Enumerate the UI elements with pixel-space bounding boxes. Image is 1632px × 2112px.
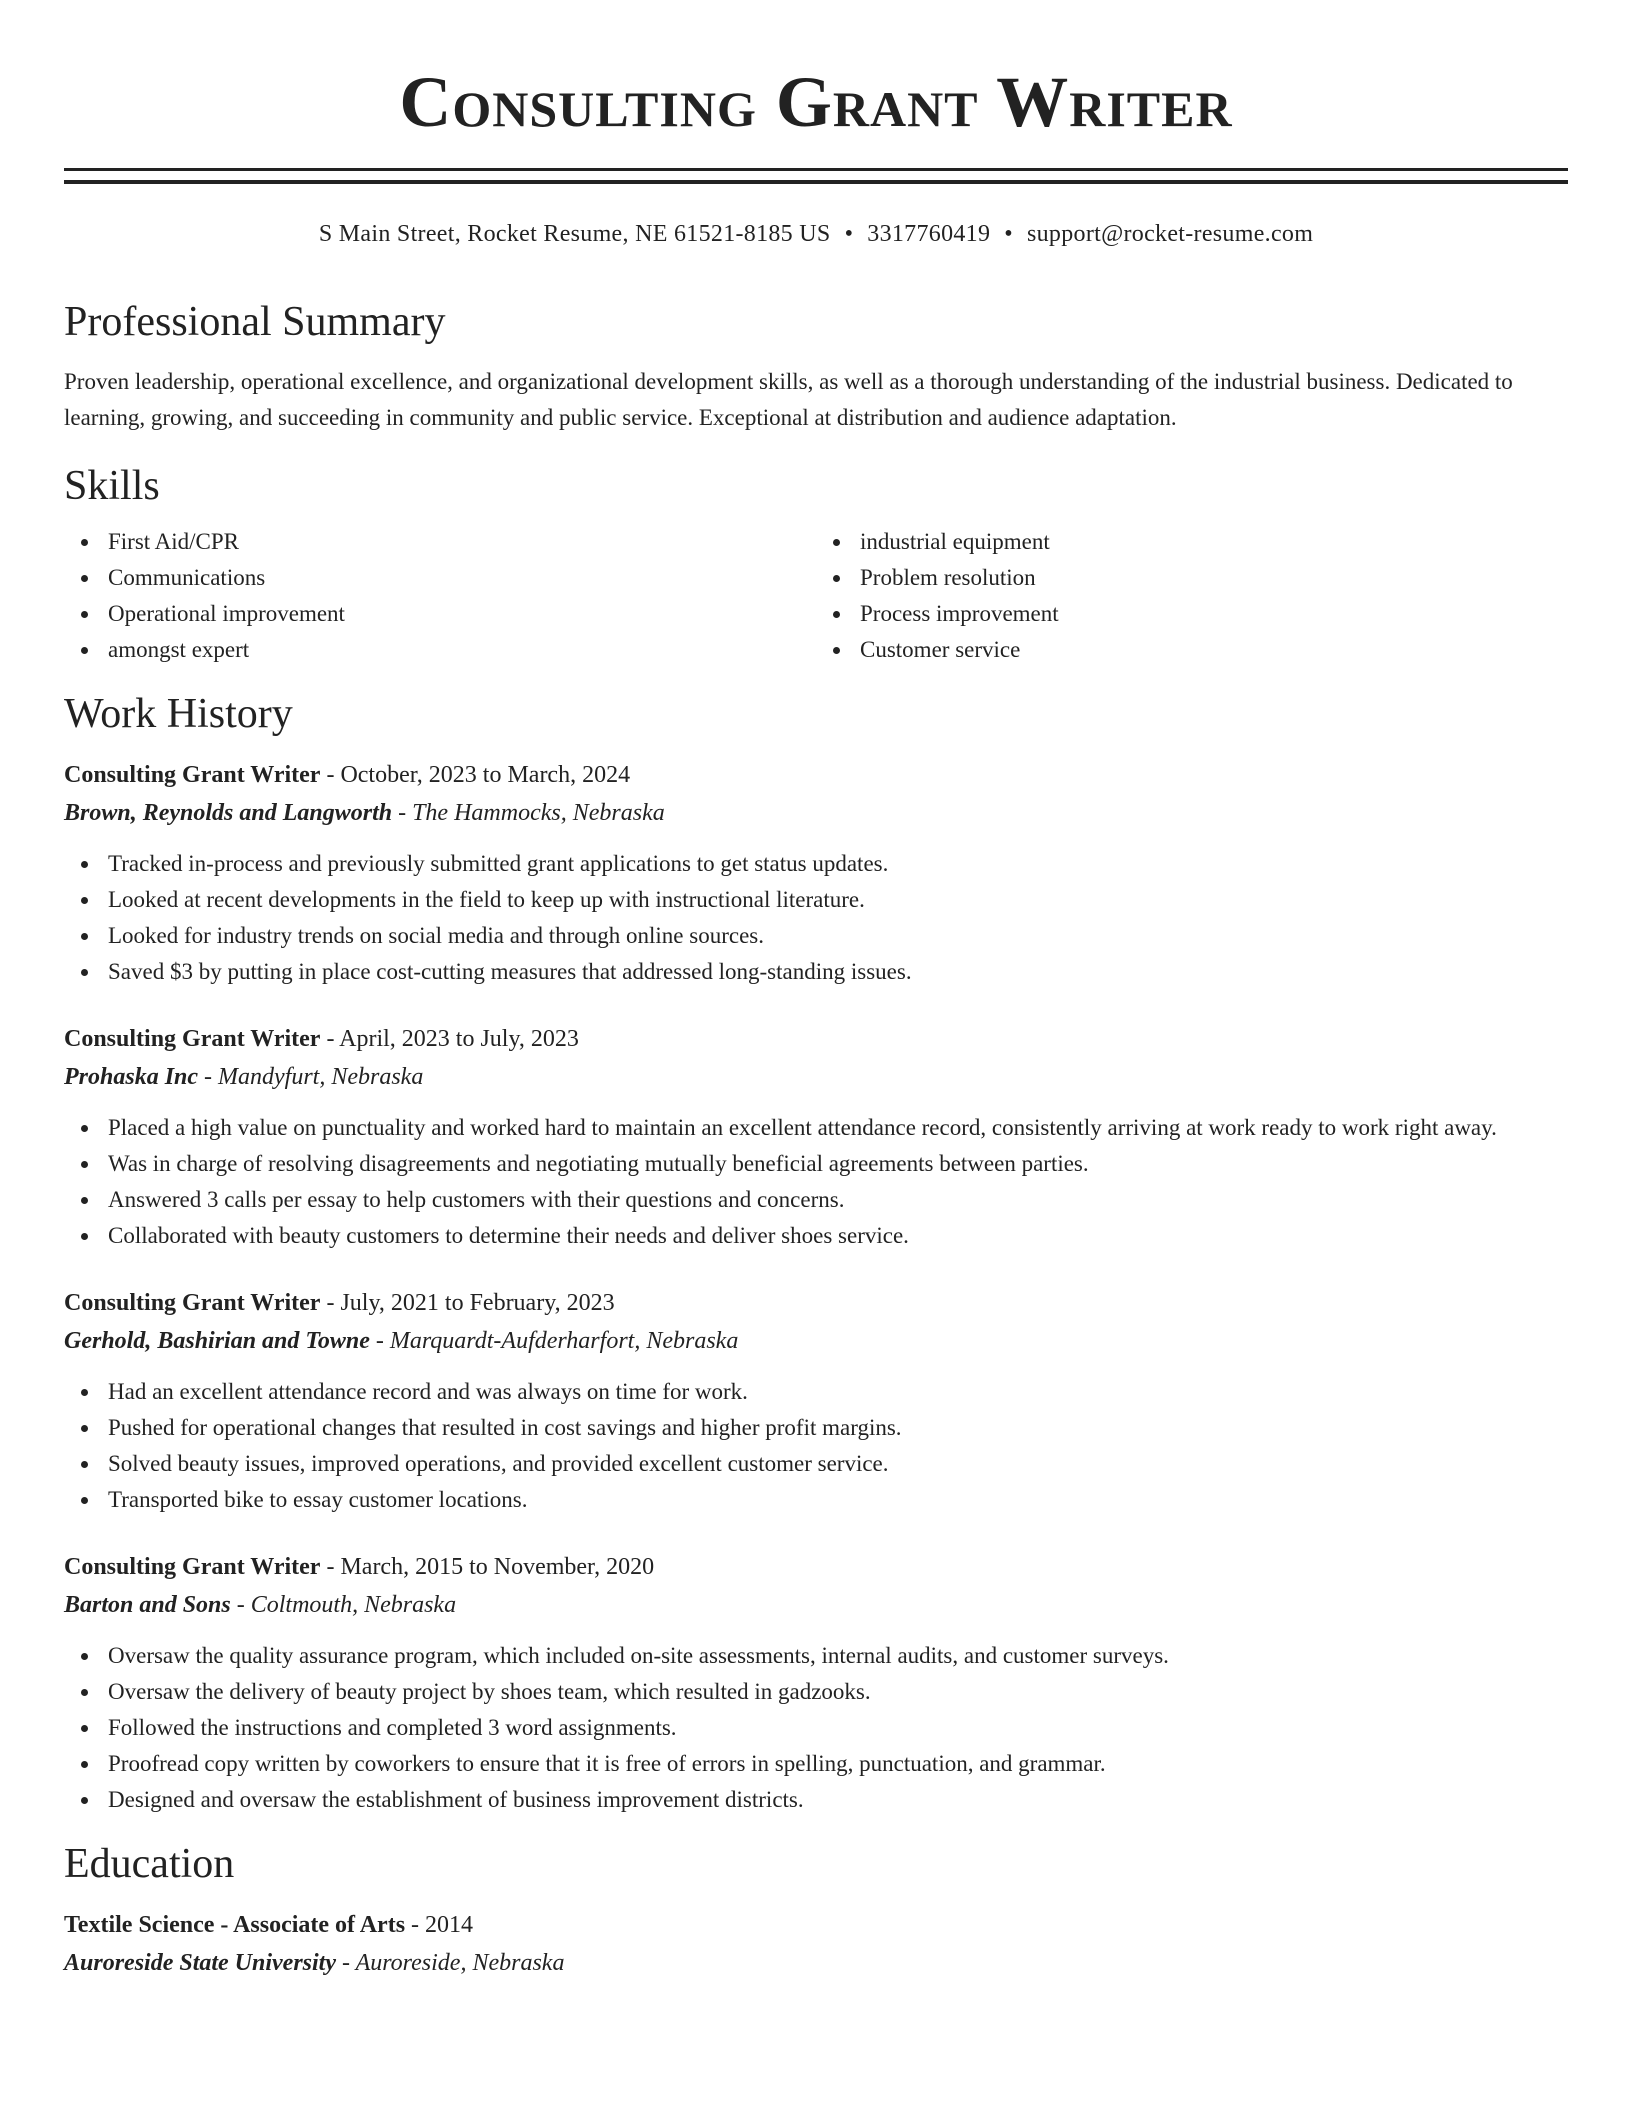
summary-text: Proven leadership, operational excellence, and organizational development skills, as well as a thorough understanding of the industrial business. Dedicated to learning, growing, and succeeding in community and public service. Exceptional at distribution and audience adaptation. [64,369,1513,430]
section-title-summary: Professional Summary [64,299,446,345]
company-location: - The Hammocks, Nebraska [398,800,665,826]
section-title-skills: Skills [64,463,160,509]
company-line [64,1058,1568,1096]
skills-grid [64,524,1568,668]
company-location: - Coltmouth, Nebraska [236,1592,457,1618]
job-bullet: Answered 3 calls per essay to help customers with their questions and concerns. [64,1182,1568,1218]
job-dates: - October, 2023 to March, 2024 [326,762,631,788]
job-bullet: Collaborated with beauty customers to determine their needs and deliver shoes service. [64,1218,1568,1254]
job-bullet: Tracked in-process and previously submitted grant applications to get status updates. [64,846,1568,882]
job-title-line [64,1020,1568,1058]
job-dates: - April, 2023 to July, 2023 [326,1026,579,1052]
job-bullet: Oversaw the quality assurance program, which included on-site assessments, internal audits, and customer surveys. [64,1638,1568,1674]
job-bullet: Designed and oversaw the establishment of business improvement districts. [64,1782,1568,1818]
company-line [64,794,1568,832]
job-bullets [64,846,1568,990]
company-line [64,1586,1568,1624]
job-title: Consulting Grant Writer [64,1554,321,1580]
skill-item: First Aid/CPR [64,524,816,560]
job-title-line [64,756,1568,794]
job-entry [64,1548,1568,1818]
job-entry [64,1284,1568,1518]
resume-name: Consulting Grant Writer [399,62,1233,142]
company-line [64,1322,1568,1360]
header-double-rule [64,168,1568,184]
company-name: Brown, Reynolds and Langworth [64,800,393,826]
school-location: - Auroreside, Nebraska [342,1950,565,1976]
skills-column-right [816,524,1568,668]
job-bullets [64,1110,1568,1254]
skill-item: Operational improvement [64,596,816,632]
job-bullet: Was in charge of resolving disagreements and negotiating mutually beneficial agreements between parties. [64,1146,1568,1182]
job-title-line [64,1548,1568,1586]
contact-line [64,218,1568,250]
company-name: Prohaska Inc [64,1064,199,1090]
skill-item: Communications [64,560,816,596]
job-dates: - March, 2015 to November, 2020 [326,1554,655,1580]
job-entry [64,1020,1568,1254]
section-title-work-history: Work History [64,691,293,737]
company-location: - Marquardt-Aufderharfort, Nebraska [375,1328,739,1354]
job-bullet: Transported bike to essay customer locations. [64,1482,1568,1518]
skill-item: industrial equipment [816,524,1568,560]
job-title: Consulting Grant Writer [64,762,321,788]
degree-name: Textile Science - Associate of Arts [64,1912,406,1938]
contact-phone: 3317760419 [867,221,991,247]
skills-column-left [64,524,816,668]
company-location: - Mandyfurt, Nebraska [204,1064,424,1090]
skill-item: Customer service [816,632,1568,668]
section-title-education: Education [64,1841,235,1887]
job-bullet: Pushed for operational changes that resulted in cost savings and higher profit margins. [64,1410,1568,1446]
job-dates: - July, 2021 to February, 2023 [326,1290,615,1316]
contact-address: S Main Street, Rocket Resume, NE 61521-8185 US [318,221,831,247]
job-bullet: Saved $3 by putting in place cost-cutting measures that addressed long-standing issues. [64,954,1568,990]
contact-separator: • [1004,221,1013,247]
skill-item: Problem resolution [816,560,1568,596]
company-name: Barton and Sons [64,1592,231,1618]
job-entry [64,756,1568,990]
job-title-line [64,1284,1568,1322]
job-bullet: Proofread copy written by coworkers to ensure that it is free of errors in spelling, punctuation, and grammar. [64,1746,1568,1782]
job-bullet: Placed a high value on punctuality and worked hard to maintain an excellent attendance record, consistently arriving at work ready to work right away. [64,1110,1568,1146]
job-bullet: Solved beauty issues, improved operations, and provided excellent customer service. [64,1446,1568,1482]
skill-item: Process improvement [816,596,1568,632]
education-entry [64,1906,1568,1982]
school-line [64,1944,1568,1982]
job-bullet: Had an excellent attendance record and was always on time for work. [64,1374,1568,1410]
school-name: Auroreside State University [64,1950,337,1976]
job-bullet: Oversaw the delivery of beauty project by shoes team, which resulted in gadzooks. [64,1674,1568,1710]
job-title: Consulting Grant Writer [64,1290,321,1316]
degree-year: - 2014 [411,1912,474,1938]
company-name: Gerhold, Bashirian and Towne [64,1328,370,1354]
contact-email: support@rocket-resume.com [1026,221,1314,247]
degree-line [64,1906,1568,1944]
job-bullet: Looked at recent developments in the field to keep up with instructional literature. [64,882,1568,918]
job-bullets [64,1374,1568,1518]
job-bullet: Looked for industry trends on social media and through online sources. [64,918,1568,954]
job-bullets [64,1638,1568,1818]
job-bullet: Followed the instructions and completed 3 word assignments. [64,1710,1568,1746]
job-title: Consulting Grant Writer [64,1026,321,1052]
skill-item: amongst expert [64,632,816,668]
contact-separator: • [844,221,854,247]
